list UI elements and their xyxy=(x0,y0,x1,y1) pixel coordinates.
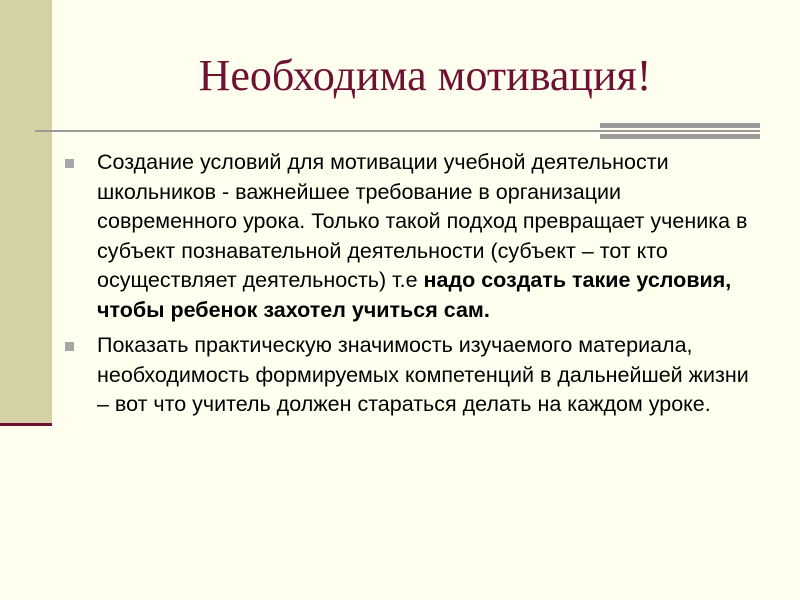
bullet-text: Создание условий для мотивации учебной деятельности школьников - важнейшее требование в организации современного урока. Только такой подход превращает ученика в субъект познавательной деятельности (субъект – тот кто осуществляет деятельность) т.е xyxy=(97,150,748,292)
side-decoration-rule xyxy=(0,423,52,426)
slide-title: Необходима мотивация! xyxy=(198,51,652,100)
bullet-item-1 xyxy=(65,148,765,325)
decorative-bar-bottom xyxy=(600,134,760,139)
slide-content xyxy=(65,148,765,420)
title-divider xyxy=(35,130,760,132)
decorative-bar-top xyxy=(600,123,760,128)
bullet-item-2 xyxy=(65,331,765,420)
square-bullet-icon xyxy=(65,342,74,351)
bullet-text: Показать практическую значимость изучаемого материала, необходимость формируемых компетенций в дальнейшей жизни – вот что учитель должен стараться делать на каждом уроке. xyxy=(97,333,749,416)
square-bullet-icon xyxy=(65,159,74,168)
bullet-text-emphasis: надо создать такие условия, чтобы ребенок захотел учиться сам. xyxy=(97,268,732,322)
